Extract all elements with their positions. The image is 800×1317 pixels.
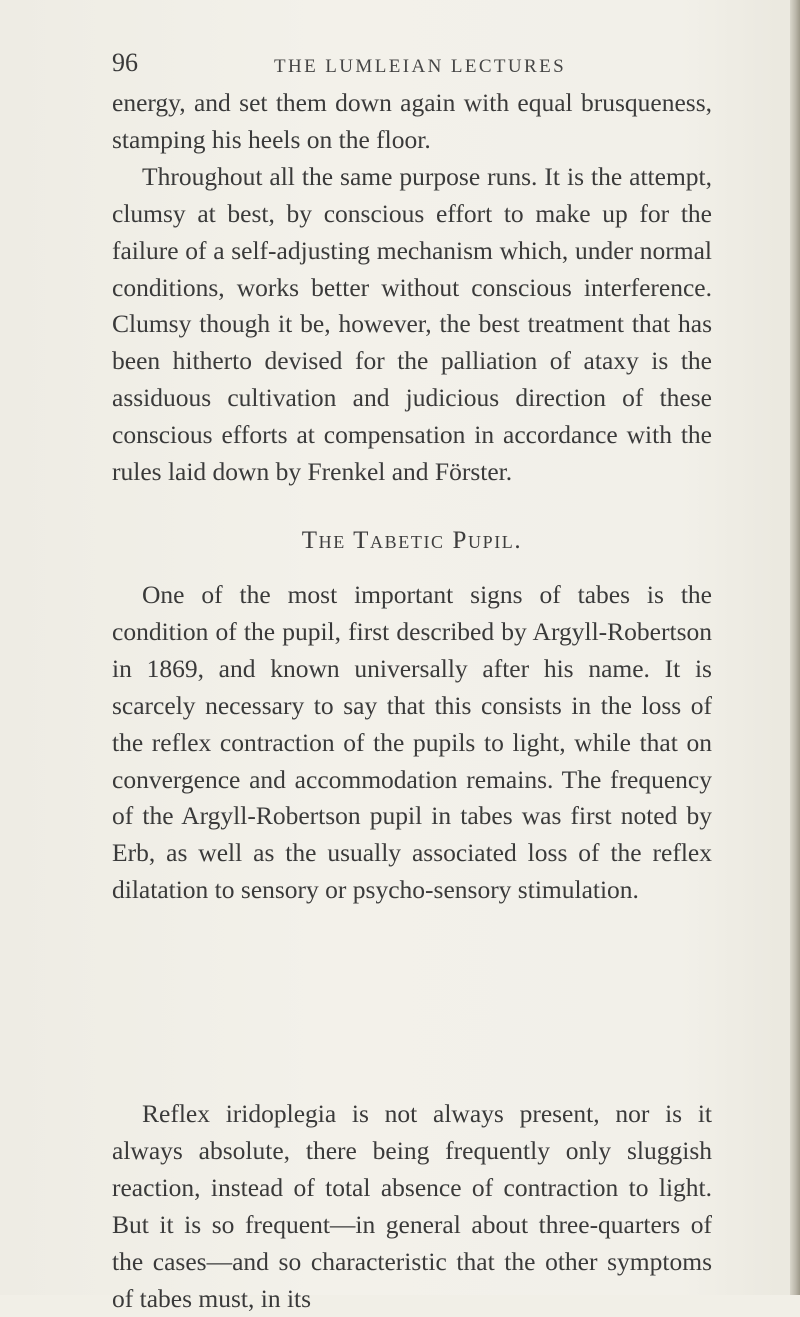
page-number: 96	[112, 48, 138, 77]
running-head: THE LUMLEIAN LECTURES	[274, 56, 567, 77]
paragraph-argyll-robertson: One of the most important signs of tabes is the condition of the pupil, first described by Argyll-Robertson in 1869, and known universally after his name. It is scarcely necessary to say that this consists in the loss of the reflex contraction of the pupils to light, while that on convergence and accommodation remains. The frequency of the Argyll-Robertson pupil in tabes was first noted by Erb, as well as the usually associated loss of the reflex dilatation to sensory or psycho-sensory stimulation.	[112, 580, 712, 905]
section-heading: The Tabetic Pupil.	[301, 527, 523, 554]
text-block-upper	[112, 85, 712, 491]
page-edge-shadow	[790, 0, 800, 1295]
paragraph-reflex-iridoplegia: Reflex iridoplegia is not always present, nor is it always absolute, there being frequently only sluggish reaction, instead of total absence of contraction to light. But it is so frequent—in general about three-quarters of the cases—and so characteristic that the other symptoms of tabes must, in its	[112, 1099, 712, 1313]
paragraph-continuation: energy, and set them down again with equal brusqueness, stamping his heels on the floor.	[112, 88, 712, 154]
text-block-iridoplegia	[112, 1096, 712, 1317]
page-header	[112, 48, 712, 88]
paragraph-throughout: Throughout all the same purpose runs. It is the attempt, clumsy at best, by conscious effort to make up for the failure of a self-adjusting mechanism which, under normal conditions, works better without conscious interference. Clumsy though it be, however, the best treatment that has been hitherto devised for the palliation of ataxy is the assiduous cultivation and judicious direction of these conscious efforts at compensation in accordance with the rules laid down by Frenkel and Förster.	[112, 161, 712, 487]
text-block-tabetic-pupil	[112, 577, 712, 909]
